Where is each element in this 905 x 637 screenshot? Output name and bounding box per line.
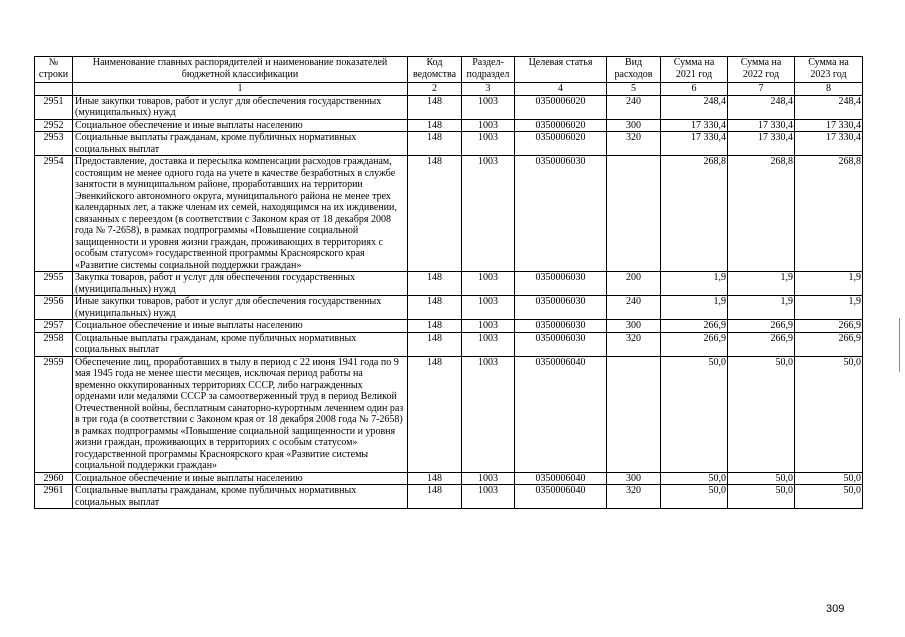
- row-target-cell: 0350006030: [515, 320, 607, 333]
- table-row: [35, 132, 863, 156]
- row-name-cell: Предоставление, доставка и пересылка компенсации расходов гражданам, состоящим не менее одного года на учете в качестве безработных в службе занятости в муниципальном районе, проработавших на территории Эвенкийского автономного округа, муниципального района не менее трех календарных лет, а также членам их семей, находящимся на их иждивении, связанных с переездом (в соответствии с Законом края от 18 декабря 2008 года № 7-2658), в рамках подпрограммы «Повышение социальной защищенности и уровня жизни граждан, проживающих в территориях с особым статусом» государственной программы Красноярского края «Развитие системы социальной поддержки граждан»: [73, 156, 408, 272]
- row-number-cell: 2954: [35, 156, 73, 272]
- header-kind: Вид расходов: [607, 57, 661, 83]
- row-kind-cell: 320: [607, 132, 661, 156]
- row-sum-2023-cell: 50,0: [795, 356, 863, 472]
- row-number-cell: 2961: [35, 485, 73, 509]
- row-number-cell: 2960: [35, 472, 73, 485]
- header-row-no: № строки: [35, 57, 73, 83]
- row-sum-2023-cell: 1,9: [795, 272, 863, 296]
- header-section: Раздел-подраздел: [462, 57, 515, 83]
- row-dept-cell: 148: [408, 95, 462, 119]
- row-kind-cell: 200: [607, 272, 661, 296]
- row-sum-2023-cell: 17 330,4: [795, 119, 863, 132]
- column-number: 7: [728, 83, 795, 96]
- row-dept-cell: 148: [408, 332, 462, 356]
- row-sum-2021-cell: 266,9: [661, 332, 728, 356]
- row-target-cell: 0350006020: [515, 95, 607, 119]
- header-sum-2023: Сумма на 2023 год: [795, 57, 863, 83]
- row-sum-2021-cell: 50,0: [661, 356, 728, 472]
- row-sum-2023-cell: 1,9: [795, 296, 863, 320]
- column-number: [35, 83, 73, 96]
- scan-edge-mark: [899, 318, 900, 372]
- row-kind-cell: 320: [607, 485, 661, 509]
- row-sum-2022-cell: 17 330,4: [728, 132, 795, 156]
- row-name-cell: Иные закупки товаров, работ и услуг для обеспечения государственных (муниципальных) нужд: [73, 95, 408, 119]
- row-sum-2021-cell: 268,8: [661, 156, 728, 272]
- row-name-cell: Социальные выплаты гражданам, кроме публичных нормативных социальных выплат: [73, 332, 408, 356]
- row-target-cell: 0350006040: [515, 356, 607, 472]
- row-sum-2023-cell: 17 330,4: [795, 132, 863, 156]
- row-number-cell: 2953: [35, 132, 73, 156]
- row-sum-2022-cell: 17 330,4: [728, 119, 795, 132]
- row-dept-cell: 148: [408, 356, 462, 472]
- header-row: [35, 57, 863, 83]
- row-section-cell: 1003: [462, 272, 515, 296]
- header-target: Целевая статья: [515, 57, 607, 83]
- header-name: Наименование главных распорядителей и наименование показателей бюджетной классификации: [73, 57, 408, 83]
- row-kind-cell: [607, 156, 661, 272]
- column-number: 1: [73, 83, 408, 96]
- row-sum-2021-cell: 50,0: [661, 485, 728, 509]
- row-sum-2022-cell: 50,0: [728, 356, 795, 472]
- table-body: [35, 95, 863, 509]
- row-target-cell: 0350006030: [515, 296, 607, 320]
- row-name-cell: Социальное обеспечение и иные выплаты населению: [73, 472, 408, 485]
- row-dept-cell: 148: [408, 472, 462, 485]
- row-dept-cell: 148: [408, 272, 462, 296]
- table-row: [35, 95, 863, 119]
- column-number: 4: [515, 83, 607, 96]
- row-sum-2023-cell: 248,4: [795, 95, 863, 119]
- row-name-cell: Социальное обеспечение и иные выплаты населению: [73, 119, 408, 132]
- row-section-cell: 1003: [462, 332, 515, 356]
- row-sum-2021-cell: 17 330,4: [661, 119, 728, 132]
- table-row: [35, 296, 863, 320]
- header-dept: Код ведомства: [408, 57, 462, 83]
- row-sum-2022-cell: 1,9: [728, 272, 795, 296]
- row-name-cell: Социальные выплаты гражданам, кроме публичных нормативных социальных выплат: [73, 485, 408, 509]
- table-row: [35, 472, 863, 485]
- row-section-cell: 1003: [462, 95, 515, 119]
- row-number-cell: 2951: [35, 95, 73, 119]
- row-target-cell: 0350006030: [515, 156, 607, 272]
- row-number-cell: 2956: [35, 296, 73, 320]
- column-number: 5: [607, 83, 661, 96]
- row-name-cell: Социальное обеспечение и иные выплаты населению: [73, 320, 408, 333]
- row-sum-2022-cell: 50,0: [728, 472, 795, 485]
- table-row: [35, 156, 863, 272]
- row-sum-2022-cell: 50,0: [728, 485, 795, 509]
- row-sum-2022-cell: 268,8: [728, 156, 795, 272]
- row-sum-2022-cell: 266,9: [728, 320, 795, 333]
- row-dept-cell: 148: [408, 156, 462, 272]
- row-sum-2022-cell: 266,9: [728, 332, 795, 356]
- table-row: [35, 320, 863, 333]
- row-sum-2021-cell: 1,9: [661, 272, 728, 296]
- column-numbering-row: [35, 83, 863, 96]
- row-sum-2023-cell: 266,9: [795, 332, 863, 356]
- row-number-cell: 2952: [35, 119, 73, 132]
- row-dept-cell: 148: [408, 119, 462, 132]
- table-row: [35, 332, 863, 356]
- row-section-cell: 1003: [462, 119, 515, 132]
- row-sum-2023-cell: 50,0: [795, 472, 863, 485]
- column-number: 2: [408, 83, 462, 96]
- row-number-cell: 2958: [35, 332, 73, 356]
- row-kind-cell: 300: [607, 119, 661, 132]
- table-row: [35, 485, 863, 509]
- row-kind-cell: 240: [607, 95, 661, 119]
- row-name-cell: Иные закупки товаров, работ и услуг для обеспечения государственных (муниципальных) нужд: [73, 296, 408, 320]
- row-target-cell: 0350006030: [515, 332, 607, 356]
- row-section-cell: 1003: [462, 132, 515, 156]
- row-sum-2021-cell: 1,9: [661, 296, 728, 320]
- budget-table-sheet: [34, 56, 862, 509]
- row-kind-cell: 300: [607, 320, 661, 333]
- table-row: [35, 272, 863, 296]
- row-sum-2021-cell: 17 330,4: [661, 132, 728, 156]
- row-target-cell: 0350006030: [515, 272, 607, 296]
- page-number: 309: [826, 603, 845, 615]
- table-row: [35, 119, 863, 132]
- row-name-cell: Закупка товаров, работ и услуг для обеспечения государственных (муниципальных) нужд: [73, 272, 408, 296]
- row-sum-2022-cell: 1,9: [728, 296, 795, 320]
- row-sum-2021-cell: 266,9: [661, 320, 728, 333]
- row-dept-cell: 148: [408, 485, 462, 509]
- row-dept-cell: 148: [408, 296, 462, 320]
- row-section-cell: 1003: [462, 156, 515, 272]
- row-dept-cell: 148: [408, 132, 462, 156]
- row-section-cell: 1003: [462, 356, 515, 472]
- row-number-cell: 2957: [35, 320, 73, 333]
- budget-table: [34, 56, 863, 509]
- row-kind-cell: 300: [607, 472, 661, 485]
- row-name-cell: Социальные выплаты гражданам, кроме публичных нормативных социальных выплат: [73, 132, 408, 156]
- row-sum-2021-cell: 248,4: [661, 95, 728, 119]
- row-kind-cell: 240: [607, 296, 661, 320]
- row-target-cell: 0350006040: [515, 485, 607, 509]
- row-target-cell: 0350006020: [515, 119, 607, 132]
- row-section-cell: 1003: [462, 472, 515, 485]
- row-number-cell: 2959: [35, 356, 73, 472]
- row-section-cell: 1003: [462, 485, 515, 509]
- row-name-cell: Обеспечение лиц, проработавших в тылу в период с 22 июня 1941 года по 9 мая 1945 года не менее шести месяцев, исключая период работы на временно оккупированных территориях СССР, либо награжденных орденами или медалями СССР за самоотверженный труд в период Великой Отечественной войны, бесплатным санаторно-курортным лечением один раз в три года (в соответствии с Законом края от 18 декабря 2008 года № 7-2658) в рамках подпрограммы «Повышение социальной защищенности и уровня жизни граждан, проживающих в территориях с особым статусом» государственной программы Красноярского края «Развитие системы социальной поддержки граждан»: [73, 356, 408, 472]
- column-number: 3: [462, 83, 515, 96]
- header-sum-2022: Сумма на 2022 год: [728, 57, 795, 83]
- table-row: [35, 356, 863, 472]
- header-sum-2021: Сумма на 2021 год: [661, 57, 728, 83]
- row-sum-2022-cell: 248,4: [728, 95, 795, 119]
- row-sum-2023-cell: 50,0: [795, 485, 863, 509]
- row-target-cell: 0350006020: [515, 132, 607, 156]
- row-kind-cell: [607, 356, 661, 472]
- column-number: 6: [661, 83, 728, 96]
- row-sum-2023-cell: 266,9: [795, 320, 863, 333]
- row-target-cell: 0350006040: [515, 472, 607, 485]
- row-sum-2021-cell: 50,0: [661, 472, 728, 485]
- row-section-cell: 1003: [462, 320, 515, 333]
- row-sum-2023-cell: 268,8: [795, 156, 863, 272]
- row-kind-cell: 320: [607, 332, 661, 356]
- column-number: 8: [795, 83, 863, 96]
- row-number-cell: 2955: [35, 272, 73, 296]
- row-dept-cell: 148: [408, 320, 462, 333]
- row-section-cell: 1003: [462, 296, 515, 320]
